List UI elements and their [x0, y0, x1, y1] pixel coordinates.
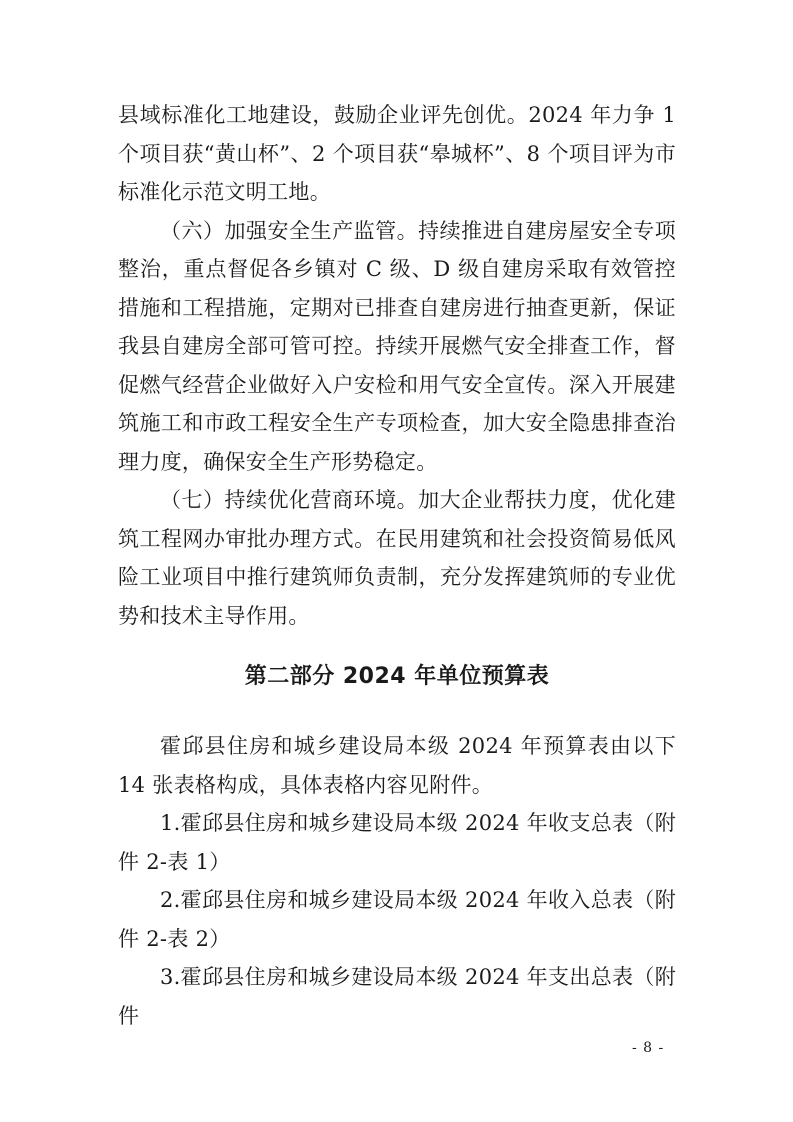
paragraph-standardized-sites: 县域标准化工地建设，鼓励企业评先创优。2024 年力争 1 个项目获“黄山杯”、2 个项目获“皋城杯”、8 个项目评为市标准化示范文明工地。	[118, 103, 676, 204]
document-page	[118, 96, 676, 1035]
section-heading: 第二部分 2024 年单位预算表	[244, 664, 550, 689]
paragraph-safety-supervision: （六）加强安全生产监管。持续推进自建房屋安全专项整治，重点督促各乡镇对 C 级、D 级自建房采取有效管控措施和工程措施，定期对已排查自建房进行抽查更新，保证我县自建房全部可管可控。持续开展燃气安全排查工作，督促燃气经营企业做好入户安检和用气安全宣传。深入开展建筑施工和市政工程安全生产专项检查，加大安全隐患排查治理力度，确保安全生产形势稳定。	[118, 218, 676, 474]
paragraph-business-environment: （七）持续优化营商环境。加大企业帮扶力度，优化建筑工程网办审批办理方式。在民用建筑和社会投资简易低风险工业项目中推行建筑师负责制，充分发挥建筑师的专业优势和技术主导作用。	[118, 488, 676, 628]
list-item-table-3: 3.霍邱县住房和城乡建设局本级 2024 年支出总表（附件	[118, 965, 676, 1028]
list-item-table-2: 2.霍邱县住房和城乡建设局本级 2024 年收入总表（附件 2-表 2）	[118, 888, 676, 951]
list-item-table-1: 1.霍邱县住房和城乡建设局本级 2024 年收支总表（附件 2-表 1）	[118, 811, 676, 874]
page-number: - 8 -	[632, 1040, 665, 1056]
paragraph-budget-intro: 霍邱县住房和城乡建设局本级 2024 年预算表由以下 14 张表格构成，具体表格内容见附件。	[118, 734, 676, 797]
